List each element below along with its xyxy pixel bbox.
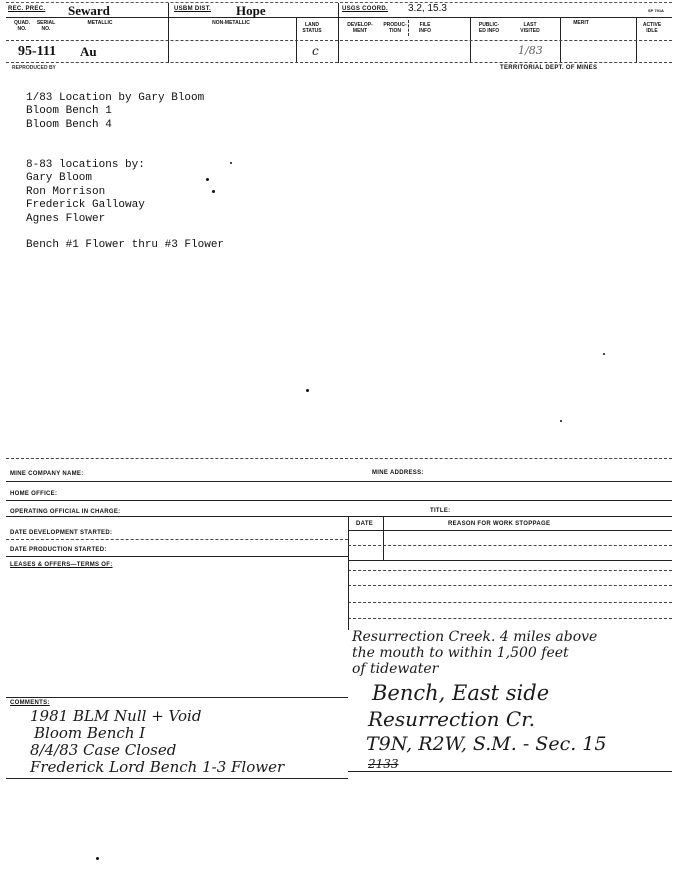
note-line: Frederick Galloway bbox=[26, 199, 145, 212]
usgs-coord-value: 3.2, 15.3 bbox=[408, 3, 447, 14]
date-development-label: DATE DEVELOPMENT STARTED: bbox=[10, 530, 113, 536]
col-file-info: FILE INFO bbox=[419, 22, 431, 34]
location-note-line: of tidewater bbox=[352, 661, 439, 677]
title-label: TITLE: bbox=[430, 508, 451, 514]
leases-label: LEASES & OFFERS—TERMS OF: bbox=[10, 562, 113, 568]
col-merit: MERIT bbox=[573, 20, 589, 26]
location-note-line: Resurrection Creek. 4 miles above bbox=[352, 629, 598, 645]
col-last-visited: LAST VISITED bbox=[520, 22, 540, 34]
speck bbox=[212, 190, 215, 193]
commodity: Au bbox=[80, 44, 97, 59]
date-production-label: DATE PRODUCTION STARTED: bbox=[10, 547, 107, 553]
speck bbox=[560, 420, 562, 422]
comments-block bbox=[30, 708, 284, 776]
col-production: PRODUC- TION bbox=[383, 22, 407, 34]
note-line bbox=[26, 226, 224, 239]
location-note-line: the mouth to within 1,500 feet bbox=[352, 645, 569, 661]
speck bbox=[306, 389, 309, 392]
last-visited-value: 1/83 bbox=[518, 44, 543, 57]
col-quad: QUAD. NO. bbox=[13, 20, 31, 32]
note-line: 1/83 Location by Gary Bloom bbox=[26, 92, 205, 104]
home-office-label: HOME OFFICE: bbox=[10, 491, 58, 497]
col-serial: SERIAL NO. bbox=[36, 20, 56, 32]
mine-company-name-label: MINE COMPANY NAME: bbox=[10, 471, 84, 477]
comment-line: Frederick Lord Bench 1-3 Flower bbox=[30, 758, 285, 776]
territorial-dept: TERRITORIAL DEPT. OF MINES bbox=[500, 65, 598, 71]
col-development: DEVELOP- MENT bbox=[347, 22, 373, 34]
record-number: 95-111 bbox=[18, 44, 57, 59]
speck bbox=[96, 857, 99, 860]
note-line: Ron Morrison bbox=[26, 185, 106, 198]
usbm-dist-value: Hope bbox=[236, 3, 266, 18]
comment-line: 8/4/83 Case Closed bbox=[30, 741, 177, 759]
note-line: Agnes Flower bbox=[26, 212, 106, 225]
usbm-dist-label: USBM DIST. bbox=[174, 6, 212, 12]
comments-label: COMMENTS: bbox=[10, 700, 50, 706]
land-status-mark: c bbox=[312, 44, 319, 58]
col-active-idle: ACTIVE IDLE bbox=[642, 22, 662, 34]
usgs-coord-label: USGS COORD. bbox=[342, 6, 388, 12]
mine-address-label: MINE ADDRESS: bbox=[372, 470, 424, 476]
stoppage-reason-label: REASON FOR WORK STOPPAGE bbox=[448, 521, 551, 527]
note-line: Bloom Bench 1 bbox=[26, 105, 112, 118]
note-line: Gary Bloom bbox=[26, 172, 93, 185]
note-line bbox=[26, 132, 224, 145]
comment-line: 1981 BLM Null + Void bbox=[30, 707, 202, 725]
bench-note: Bench, East side bbox=[372, 681, 550, 705]
location-note bbox=[352, 629, 597, 677]
form-number: SP 791A bbox=[648, 8, 664, 13]
note-line bbox=[26, 146, 224, 159]
col-nonmetallic: NON-METALLIC bbox=[212, 20, 250, 26]
note-line: Bench #1 Flower thru #3 Flower bbox=[26, 239, 225, 252]
operating-official-label: OPERATING OFFICIAL IN CHARGE: bbox=[10, 509, 121, 515]
col-land-status: LAND STATUS bbox=[302, 22, 322, 34]
speck bbox=[206, 178, 209, 181]
note-line: Bloom Bench 4 bbox=[26, 118, 112, 131]
col-public-info: PUBLIC- ED INFO bbox=[478, 22, 500, 34]
note-line: 8-83 locations by: bbox=[26, 159, 145, 172]
rec-prec-value: Seward bbox=[68, 3, 110, 18]
stoppage-date-label: DATE bbox=[356, 521, 374, 527]
col-metallic: METALLIC bbox=[87, 20, 113, 26]
crossed-out-number: 2133 bbox=[368, 757, 399, 771]
creek-note: Resurrection Cr. bbox=[368, 707, 535, 731]
speck bbox=[230, 162, 232, 164]
comment-line: Bloom Bench I bbox=[34, 724, 146, 742]
notes-block bbox=[26, 92, 224, 253]
speck bbox=[603, 353, 605, 355]
rec-prec-label: REC. PREC. bbox=[8, 6, 46, 12]
township-note: T9N, R2W, S.M. - Sec. 15 bbox=[366, 733, 607, 755]
reproduced-note: REPRODUCED BY bbox=[12, 65, 56, 71]
